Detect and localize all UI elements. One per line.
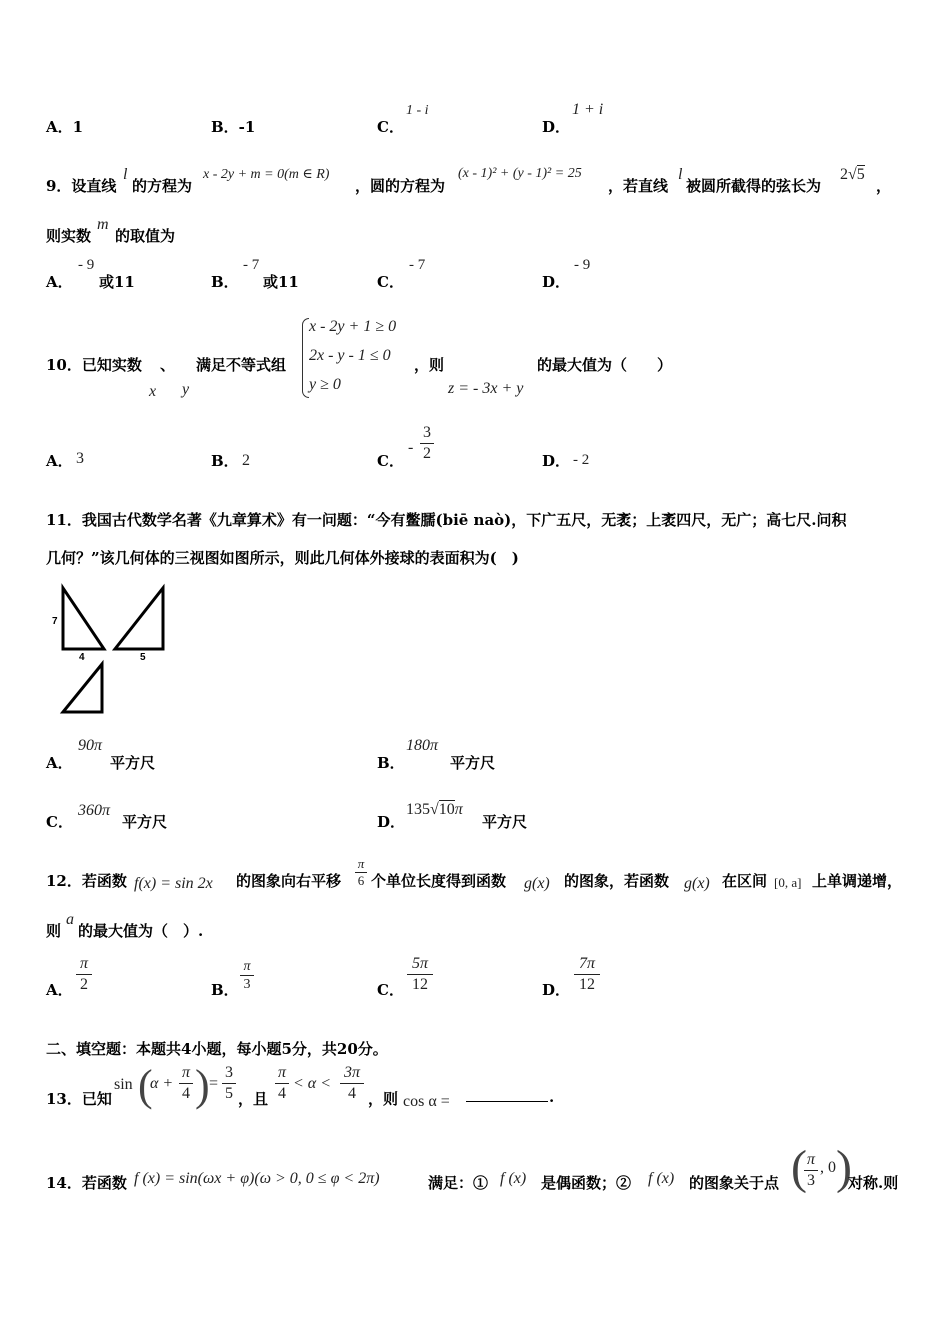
q10-option-c-label: C．: [377, 452, 404, 470]
q11-option-a-unit: 平方尺: [110, 754, 156, 772]
front-view-triangle: [63, 588, 104, 649]
q11-option-b-unit: 平方尺: [450, 754, 496, 772]
denominator: 3: [243, 977, 251, 992]
numerator: 3: [225, 1064, 233, 1081]
q11-option-b-label: B．: [377, 754, 405, 772]
q13-three-fifths: [222, 1064, 236, 1103]
q8-option-c-value: 1 - i: [406, 103, 429, 118]
denominator: 12: [412, 976, 428, 993]
q14-function: f (x) = sin(ωx + φ)(ω > 0, 0 ≤ φ < 2π): [134, 1170, 380, 1187]
q13-then: ，则: [368, 1090, 399, 1108]
q9-m: m: [97, 216, 109, 233]
q8-option-a: A．1: [46, 118, 84, 136]
answer-blank[interactable]: [466, 1101, 548, 1102]
q9-line2-suffix: 的取值为: [115, 227, 176, 245]
numerator: π: [79, 955, 88, 972]
q8-option-d-value: 1 + i: [572, 101, 604, 118]
q10-objective: z = - 3x + y: [448, 380, 524, 397]
fraction-bar: [240, 975, 254, 976]
q9-option-c-value: - 7: [409, 257, 426, 273]
q9-option-b-value: - 7: [243, 257, 260, 273]
denominator: 3: [807, 1172, 815, 1189]
q10-prefix: 10．已知实数: [46, 356, 142, 374]
point-right-paren: ): [836, 1141, 852, 1194]
q14-mid1: 满足：①: [428, 1174, 489, 1192]
q10-inequality-3: y ≥ 0: [309, 376, 341, 393]
sqrt-sign: √: [430, 801, 439, 818]
radicand: 10: [438, 801, 455, 818]
q10-x: x: [149, 383, 157, 400]
q13-end: .: [549, 1088, 555, 1106]
q11-option-d-unit: 平方尺: [482, 813, 528, 831]
denominator: 2: [80, 976, 88, 993]
side-view-triangle: [115, 588, 163, 649]
q10-option-a-label: A．: [46, 452, 73, 470]
q8-option-c-label: C．: [377, 118, 404, 136]
q12-a: a: [66, 911, 74, 928]
q11-line1: 11．我国古代数学名著《九章算术》有一问题：“今有鳖臑(biē naò)，下广五尺，无袤；上袤四尺，无广；高七尺.问积: [46, 511, 847, 529]
q12-interval: [0, a]: [774, 875, 802, 890]
q9-option-c-label: C．: [377, 273, 404, 291]
q12-option-d-fraction: [574, 955, 600, 994]
q14-point-y: , 0: [820, 1159, 836, 1176]
q13-cos-alpha: cos α =: [403, 1093, 450, 1110]
q10-option-d-value: - 2: [573, 452, 590, 468]
q9-option-d-value: - 9: [574, 257, 591, 273]
q14-end: 对称.则: [848, 1174, 899, 1192]
q12-mid1: 的图象向右平移: [236, 872, 342, 890]
q10-inequality-2: 2x - y - 1 ≤ 0: [309, 347, 391, 364]
q9-end: ，: [876, 177, 892, 195]
left-paren: (: [138, 1061, 153, 1110]
q12-mid2: 个单位长度得到函数: [371, 872, 507, 890]
label-7: 7: [52, 616, 58, 627]
denominator: 4: [278, 1085, 286, 1102]
fraction-bar: [804, 1170, 818, 1171]
coefficient: 135: [406, 801, 430, 818]
q12-option-a-fraction: [76, 955, 92, 994]
q8-option-d-label: D．: [542, 118, 571, 136]
q9-l1: l: [123, 166, 128, 183]
label-4: 4: [79, 652, 85, 663]
denominator: 12: [579, 976, 595, 993]
q12-function-f: f(x) = sin 2x: [134, 875, 213, 892]
q10-sep: 、: [160, 356, 176, 374]
denominator: 4: [182, 1085, 190, 1102]
q12-mid5: 上单调递增，: [812, 872, 903, 890]
q12-line2-prefix: 则: [46, 922, 62, 940]
q11-option-b-value: 180π: [406, 737, 439, 754]
q8-option-b: B．-1: [211, 118, 256, 136]
q12-option-d-label: D．: [542, 981, 571, 999]
denominator: 2: [423, 445, 431, 462]
fraction-bar: [179, 1083, 193, 1084]
system-brace: [302, 318, 309, 398]
q9-mid3: ，若直线: [608, 177, 669, 195]
q10-option-d-label: D．: [542, 452, 571, 470]
right-paren: ): [195, 1061, 210, 1110]
numerator: π: [277, 1064, 286, 1081]
q13-upper-bound: [340, 1064, 364, 1103]
q12-prefix: 12．若函数: [46, 872, 127, 890]
q10-tail: 的最大值为（ ）: [537, 356, 673, 374]
q12-option-c-label: C．: [377, 981, 404, 999]
q12-mid4: 在区间: [722, 872, 768, 890]
fraction-bar: [76, 974, 92, 975]
q11-line2: 几何？”该几何体的三视图如图所示，则此几何体外接球的表面积为( ): [46, 549, 519, 567]
q9-l2: l: [678, 166, 683, 183]
numerator: 3π: [343, 1064, 360, 1081]
numerator: π: [181, 1064, 190, 1081]
q11-option-c-label: C．: [46, 813, 73, 831]
q12-option-c-fraction: [407, 955, 433, 994]
q12-shift-fraction: [355, 857, 367, 888]
q13-alpha-plus: α +: [150, 1075, 174, 1092]
q12-g2: g(x): [684, 875, 710, 892]
pi-symbol: π: [454, 801, 463, 818]
fraction-bar: [222, 1083, 236, 1084]
q9-option-a-tail: 或11: [99, 273, 135, 291]
q9-line-equation: x - 2y + m = 0(m ∈ R): [203, 167, 330, 182]
q14-point-x: [804, 1151, 818, 1190]
q12-line2-suffix: 的最大值为（ ）.: [78, 922, 204, 940]
label-5: 5: [140, 652, 146, 663]
q11-option-d-label: D．: [377, 813, 406, 831]
q10-option-b-value: 2: [242, 452, 250, 469]
q9-mid2: ，圆的方程为: [355, 177, 446, 195]
numerator: π: [357, 856, 365, 871]
denominator: 4: [348, 1085, 356, 1102]
q11-option-c-unit: 平方尺: [122, 813, 168, 831]
q14-f2: f (x): [500, 1170, 527, 1187]
q9-mid1: 的方程为: [132, 177, 193, 195]
numerator: 7π: [578, 955, 595, 972]
q9-mid4: 被圆所截得的弦长为: [686, 177, 822, 195]
point-left-paren: (: [791, 1141, 807, 1194]
q9-option-a-label: A．: [46, 273, 73, 291]
numerator: π: [243, 959, 251, 974]
numerator: 3: [423, 424, 431, 441]
q10-option-b-label: B．: [211, 452, 239, 470]
numerator: π: [806, 1151, 815, 1168]
chord-radicand: 5: [856, 166, 865, 183]
q14-prefix: 14．若函数: [46, 1174, 127, 1192]
q10-option-c-fraction: [420, 424, 434, 463]
q9-circle-equation: (x - 1)² + (y - 1)² = 25: [458, 166, 582, 181]
q11-option-a-value: 90π: [78, 737, 103, 754]
q9-option-a-value: - 9: [78, 257, 95, 273]
q10-mid: 满足不等式组: [196, 356, 287, 374]
q11-option-a-label: A．: [46, 754, 73, 772]
q13-sin: sin: [114, 1076, 133, 1093]
q13-inequality: < α <: [293, 1075, 331, 1092]
q12-option-a-label: A．: [46, 981, 73, 999]
sqrt-sign: √: [848, 166, 857, 183]
q10-y: y: [182, 381, 190, 398]
top-view-triangle: [63, 664, 102, 712]
denominator: 6: [357, 873, 365, 888]
fraction-bar: [574, 974, 600, 975]
q13-equals: =: [209, 1075, 219, 1092]
q14-f3: f (x): [648, 1170, 675, 1187]
q12-mid3: 的图象，若函数: [564, 872, 670, 890]
q9-option-b-label: B．: [211, 273, 239, 291]
denominator: 5: [225, 1085, 233, 1102]
fraction-bar: [275, 1083, 289, 1084]
q12-option-b-fraction: [240, 959, 254, 992]
fraction-bar: [420, 443, 434, 444]
chord-coefficient: 2: [840, 166, 848, 183]
q11-option-c-value: 360π: [78, 802, 111, 819]
q13-lower-bound: [275, 1064, 289, 1103]
q13-prefix: 13．已知: [46, 1090, 112, 1108]
fraction-bar: [407, 974, 433, 975]
three-view-figure: [48, 582, 173, 717]
q12-g1: g(x): [524, 875, 550, 892]
q9-chord-length: [840, 166, 865, 184]
q11-option-d-value: [406, 801, 463, 819]
q9-prefix: 9．设直线: [46, 177, 117, 195]
section-2-title: 二、填空题：本题共4小题，每小题5分，共20分。: [46, 1040, 388, 1058]
q9-option-d-label: D．: [542, 273, 571, 291]
q13-pi-over-4: [179, 1064, 193, 1103]
q12-option-b-label: B．: [211, 981, 239, 999]
q10-inequality-1: x - 2y + 1 ≥ 0: [309, 318, 397, 335]
numerator: 5π: [411, 955, 428, 972]
fraction-bar: [340, 1083, 364, 1084]
q14-mid2: 是偶函数；②: [541, 1174, 632, 1192]
q10-option-a-value: 3: [76, 450, 84, 467]
q10-option-c-sign: -: [408, 439, 414, 456]
q9-option-b-tail: 或11: [263, 273, 299, 291]
q9-line2-prefix: 则实数: [46, 227, 92, 245]
q10-then: ，则: [414, 356, 445, 374]
q14-mid3: 的图象关于点: [689, 1174, 780, 1192]
q13-and: ，且: [238, 1090, 269, 1108]
